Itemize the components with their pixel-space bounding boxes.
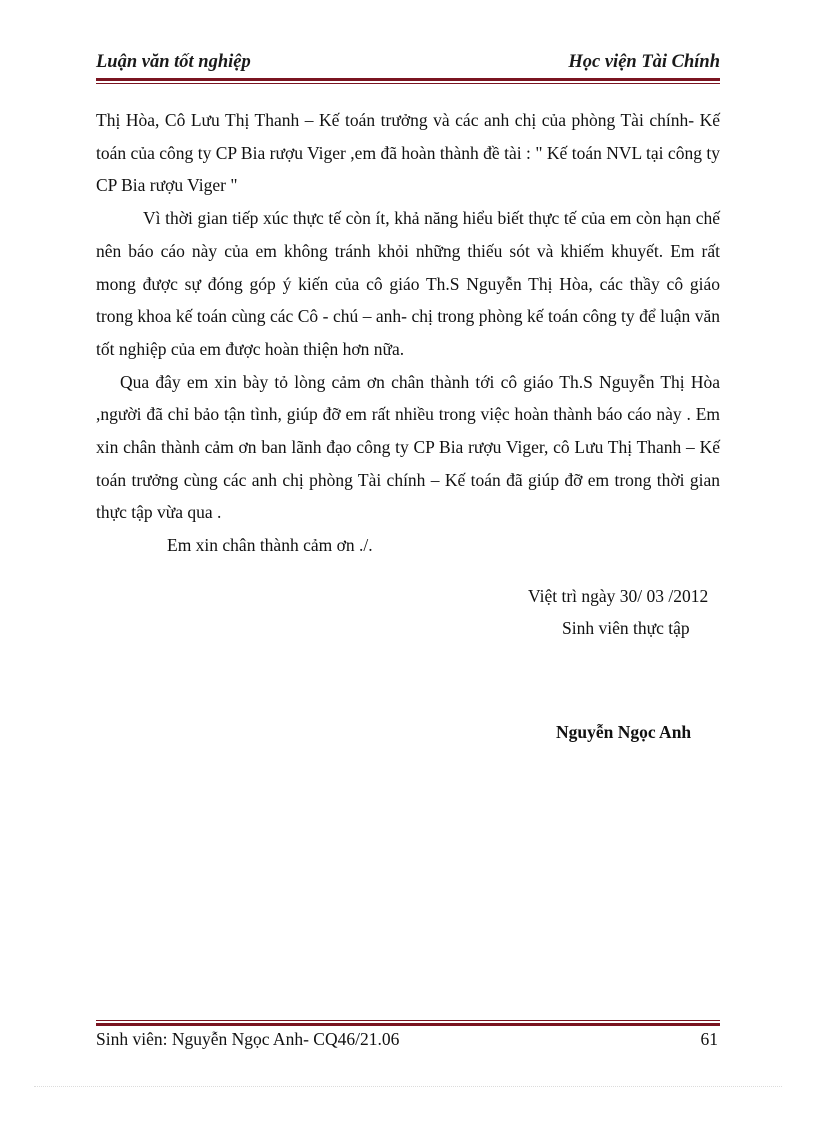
paragraph-gratitude: Qua đây em xin bày tỏ lòng cảm ơn chân thành tới cô giáo Th.S Nguyễn Thị Hòa ,người đã chỉ bảo tận tình, giúp đỡ em rất nhiều trong việc hoàn thành báo cáo này . Em xin chân thành cảm ơn ban lãnh đạo công ty CP Bia rượu Viger, cô Lưu Thị Thanh – Kế toán trưởng cùng các anh chị phòng Tài chính – Kế toán đã giúp đỡ em trong thời gian thực tập vừa qua . (96, 371, 720, 523)
header-rule-thin (96, 83, 720, 84)
footer-rule-thick (96, 1023, 720, 1026)
paragraph-acknowledgement-continued: Thị Hòa, Cô Lưu Thị Thanh – Kế toán trưởng và các anh chị của phòng Tài chính- Kế toán của công ty CP Bia rượu Viger ,em đã hoàn thành đề tài : " Kế toán NVL tại công ty CP Bia rượu Viger " (96, 110, 720, 196)
page-footer (96, 1029, 720, 1053)
paragraph-limitations: Vì thời gian tiếp xúc thực tế còn ít, khả năng hiểu biết thực tế của em còn hạn chế nên báo cáo này của em không tránh khỏi những thiếu sót và khiếm khuyết. Em rất mong được sự đóng góp ý kiến của cô giáo Th.S Nguyễn Thị Hòa, các thầy cô giáo trong khoa kế toán cùng các Cô - chú – anh- chị trong phòng kế toán công ty để luận văn tốt nghiệp của em được hoàn thiện hơn nữa. (96, 208, 720, 359)
header-institution: Học viện Tài Chính (568, 52, 720, 72)
signature-date: Việt trì ngày 30/ 03 /2012 (528, 586, 709, 606)
signature-name: Nguyễn Ngọc Anh (556, 722, 692, 742)
header-thesis-title: Luận văn tốt nghiệp (96, 52, 251, 72)
signature-role: Sinh viên thực tập (562, 618, 690, 638)
document-body (96, 104, 720, 562)
footer-student-info: Sinh viên: Nguyễn Ngọc Anh- CQ46/21.06 (96, 1029, 400, 1049)
header-rule-thick (96, 78, 720, 81)
footer-rule-thin (96, 1020, 720, 1021)
page-edge-dotted-line (34, 1086, 782, 1087)
page-header (96, 52, 720, 78)
page-number: 61 (700, 1029, 718, 1049)
paragraph-thanks: Em xin chân thành cảm ơn ./. (167, 535, 373, 556)
